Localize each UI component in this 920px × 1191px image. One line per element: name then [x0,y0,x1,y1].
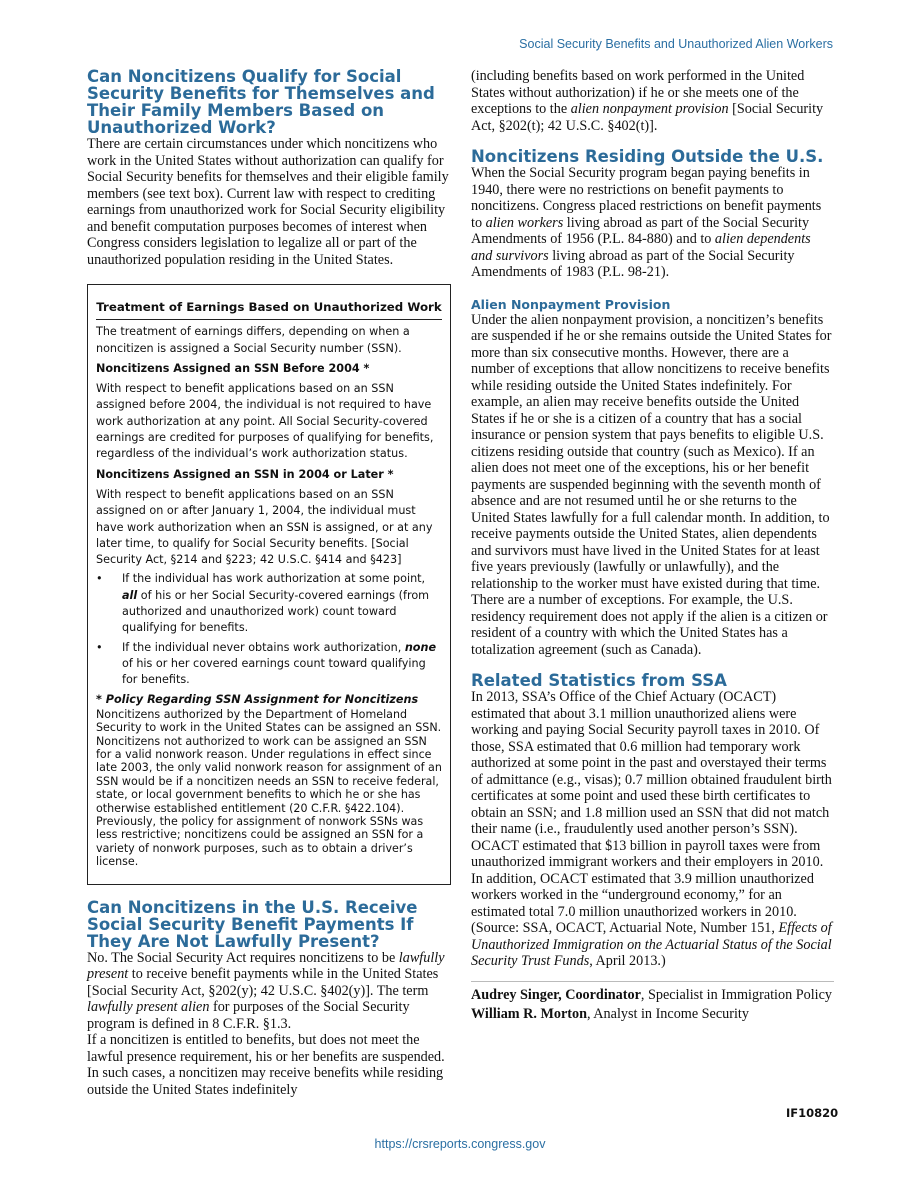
section-heading-residing-outside: Noncitizens Residing Outside the U.S. [471,147,824,166]
section-heading-lawfully-present: Can Noncitizens in the U.S. Receive Social Security Benefit Payments If They Are Not Lawfully Present? [87,897,418,951]
subheading-alien-nonpayment: Alien Nonpayment Provision [471,296,671,312]
text-box-title: Treatment of Earnings Based on Unauthorized Work [96,299,442,320]
document-code: IF10820 [786,1106,839,1120]
policy-heading: * Policy Regarding SSN Assignment for Noncitizens [96,692,419,706]
right-column [471,68,834,1024]
list-item: • If the individual has work authorization at some point, all of his or her Social Security-covered earnings (from authorized and unauthorized work) count toward qualifying for benefits. [96,572,430,635]
text-box-body-before-2004: With respect to benefit applications based on an SSN assigned before 2004, the individual is not required to have work authorization at any point. All Social Security-covered earnings are credited for purposes of qualifying for benefits, regardless of the individual’s work authorization status. [96,382,434,461]
left-column [87,68,451,1098]
section-heading-related-statistics: Related Statistics from SSA [471,671,727,690]
section-heading-qualify: Can Noncitizens Qualify for Social Security Benefits for Themselves and Their Family Members Based on Unauthorized Work? [87,67,435,137]
bullet-list [96,571,442,688]
running-header: Social Security Benefits and Unauthorized Alien Workers [519,37,833,51]
policy-body: Noncitizens authorized by the Department of Homeland Security to work in the United States can be assigned an SSN. Noncitizens not authorized to work can be assigned an SSN for a valid nonwork reason. Under regulations in effect since late 2003, the only valid nonwork reason for assignment of an SSN would be if a noncitizen needs an SSN to receive federal, state, or local government benefits to which he or she has otherwise established entitlement (20 C.F.R. §422.104). Previously, the policy for assignment of nonwork SSNs was less restrictive; noncitizens could be assigned an SSN for a variety of nonwork purposes, such as to obtain a driver’s license. [96,707,442,869]
footer-url-link[interactable]: https://crsreports.congress.gov [374,1137,546,1151]
section-body-qualify: There are certain circumstances under which noncitizens who work in the United States without authorization can qualify for Social Security benefits for themselves and their eligible family members (see text box). Current law with respect to crediting earnings from unauthorized work for Social Security eligibility and benefit computation purposes becomes of interest when Congress considers legislation to legalize all or part of the unauthorized population residing in the United States. [87,136,449,268]
text-box-intro: The treatment of earnings differs, depending on when a noncitizen is assigned a Social Security number (SSN). [96,325,410,355]
text-box-treatment-of-earnings [87,284,451,885]
author-entry: Audrey Singer, Coordinator, Specialist in Immigration Policy [471,986,832,1003]
section-body-lawfully-present-continued: (including benefits based on work performed in the United States without authorization) if he or she meets one of the exceptions to the alien nonpayment provision [Social Security Act, §202(t); 42 U.S.C. §402(t)]. [471,68,824,134]
text-box-subheading-before-2004: Noncitizens Assigned an SSN Before 2004 * [96,361,370,375]
author-byline [471,981,834,1024]
bullet-icon: • [96,640,103,654]
section-body-related-statistics: In 2013, SSA’s Office of the Chief Actuary (OCACT) estimated that about 3.1 million unauthorized aliens were working and paying Social Security payroll taxes in 2010. Of those, SSA estimated that 0.6 million had temporary work authorized at some point in the past and overstayed their terms of admittance (e.g., visas); 0.7 million obtained fraudulent birth certificates at some point and used these birth certificates to obtain an SSN; and 1.8 million used an SSN that did not match their name (i.e., fraudulently used another person’s SSN). OCACT estimated that $13 billion in payroll taxes were from unauthorized immigrant workers and their employers in 2010. In addition, OCACT estimated that 3.9 million unauthorized workers worked in the “underground economy,” for an estimated total 7.0 million unauthorized workers in 2010. (Source: SSA, OCACT, Actuarial Note, Number 151, Effects of Unauthorized Immigration on the Actuarial Status of the Social Security Trust Funds, April 2013.) [471,689,832,969]
list-item: • If the individual never obtains work authorization, none of his or her covered earnings count toward qualifying for benefits. [96,640,437,687]
text-box-body-2004-or-later: With respect to benefit applications based on an SSN assigned on or after January 1, 2004, the individual must have work authorization when an SSN is assigned, or at any later time, to qualify for Social Security benefits. [Social Security Act, §214 and §223; 42 U.S.C. §414 and §423] [96,487,433,567]
bullet-icon: • [96,572,103,586]
section-body-residing-outside: When the Social Security program began paying benefits in 1940, there were no restrictions on benefit payments to noncitizens. Congress placed restrictions on benefit payments to alien workers living abroad as part of the Social Security Amendments of 1956 (P.L. 84-880) and to alien dependents and survivors living abroad as part of the Social Security Amendments of 1983 (P.L. 98-21). [471,165,822,280]
section-body-lawfully-present-p1: No. The Social Security Act requires noncitizens to be lawfully present to receive benefit payments while in the United States [Social Security Act, §202(y); 42 U.S.C. §402(y)]. The term lawfully present alien for purposes of the Social Security program is defined in 8 C.F.R. §1.3. [87,949,445,1032]
section-body-alien-nonpayment: Under the alien nonpayment provision, a noncitizen’s benefits are suspended if he or she remains outside the United States for more than six consecutive months. However, there are a number of exceptions that allow noncitizens to receive benefits while residing outside the United States indefinitely. For example, an alien may receive benefits outside the United States if he or she is a citizen of a country that has a social insurance or pension system that pays benefits to eligible U.S. citizens residing outside that country (such as Mexico). If an alien does not meet one of the exceptions, his or her benefit payments are suspended beginning with the seventh month of absence and are not resumed until he or she returns to the United States lawfully for a full calendar month. In addition, to receive payments outside the United States, alien dependents and survivors must have lived in the United States for at least five years previously (lawfully or unlawfully), and the relationship to the worker must have existed during that time. There are a number of exceptions. For example, the U.S. residency requirement does not apply if the alien is a citizen or resident of a country with which the United States has a totalization agreement (such as Canada). [471,311,832,658]
section-body-lawfully-present-p2: If a noncitizen is entitled to benefits, but does not meet the lawful presence requirement, his or her benefits are suspended. In such cases, a noncitizen may receive benefits while residing outside the United States indefinitely [87,1032,445,1098]
author-entry: William R. Morton, Analyst in Income Security [471,1005,749,1022]
text-box-subheading-2004-or-later: Noncitizens Assigned an SSN in 2004 or Later * [96,467,394,481]
